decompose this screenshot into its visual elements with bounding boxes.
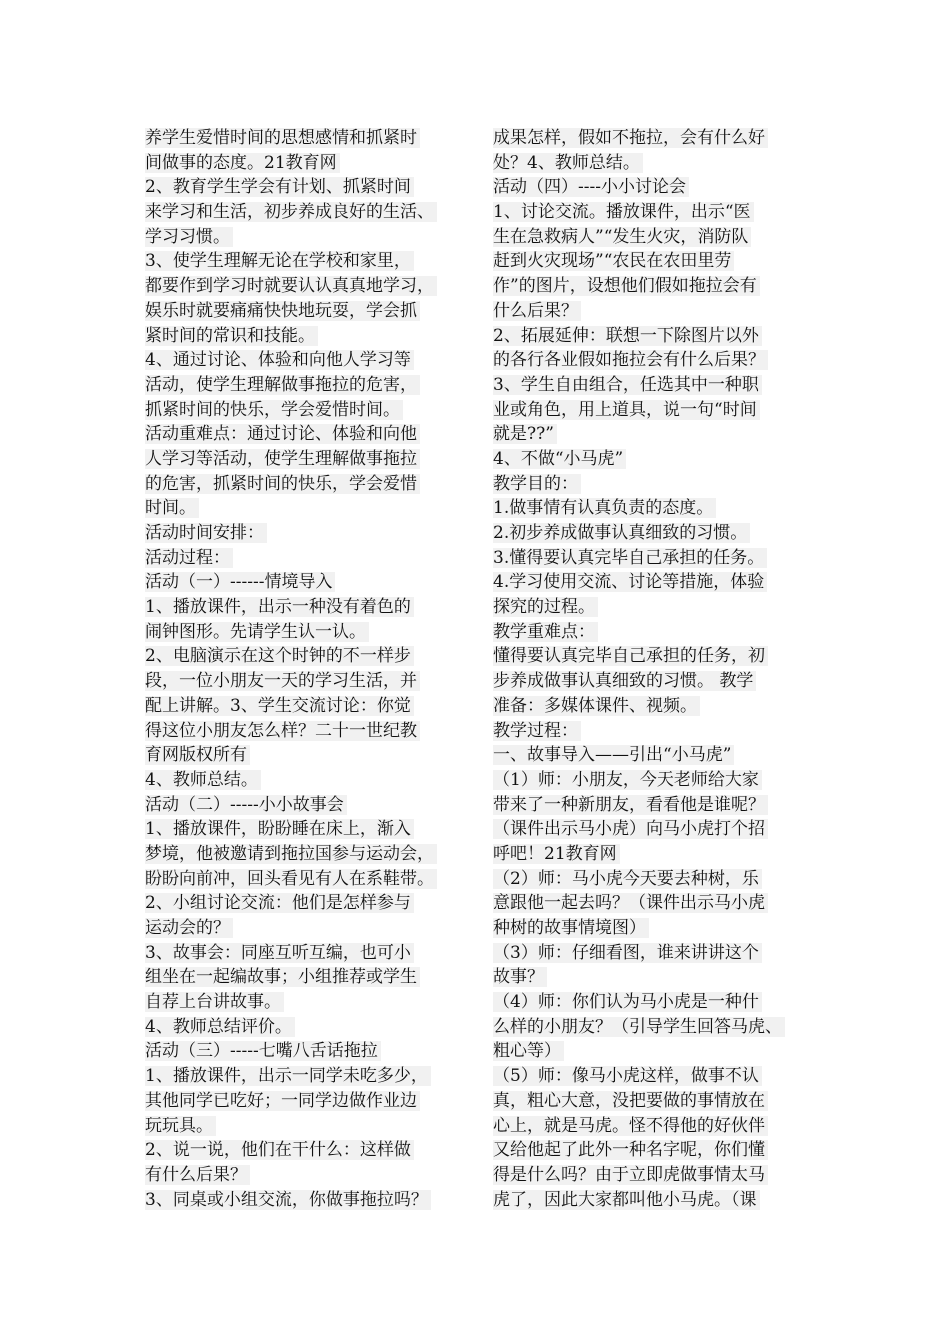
text-line-content: 3、学生自由组合，任选其中一种职 bbox=[493, 375, 762, 395]
text-line bbox=[145, 620, 490, 645]
text-line-content: 业或角色，用上道具，说一句“时间 bbox=[493, 400, 760, 420]
text-line-content: 活动（一）------情境导入 bbox=[145, 572, 335, 592]
text-line bbox=[493, 669, 838, 694]
text-line-content: 2、拓展延伸：联想一下除图片以外 bbox=[493, 326, 762, 346]
text-line bbox=[145, 965, 490, 990]
text-line-content: 间做事的态度。21教育网 bbox=[145, 153, 340, 173]
text-line bbox=[145, 1064, 490, 1089]
text-line bbox=[145, 1138, 490, 1163]
text-line bbox=[145, 1089, 490, 1114]
text-line bbox=[145, 595, 490, 620]
text-line-content: 的各行各业假如拖拉会有什么后果？ bbox=[493, 350, 768, 370]
text-line bbox=[145, 274, 490, 299]
text-line bbox=[493, 891, 838, 916]
text-line bbox=[145, 669, 490, 694]
text-line-content: 来学习和生活，初步养成良好的生活、 bbox=[145, 202, 437, 222]
text-line bbox=[145, 126, 490, 151]
text-line bbox=[145, 546, 490, 571]
text-line-content: 盼盼向前冲，回头看见有人在系鞋带。 bbox=[145, 869, 437, 889]
text-line-content: 自荐上台讲故事。 bbox=[145, 992, 284, 1012]
text-line bbox=[145, 817, 490, 842]
text-line-content: 都要作到学习时就要认认真真地学习， bbox=[145, 276, 437, 296]
text-line-content: 2、小组讨论交流：他们是怎样参与 bbox=[145, 893, 414, 913]
text-line-content: 活动时间安排： bbox=[145, 523, 267, 543]
text-line bbox=[145, 249, 490, 274]
text-line-content: 教学过程： bbox=[493, 721, 581, 741]
text-line bbox=[493, 1039, 838, 1064]
text-line-content: 4、教师总结评价。 bbox=[145, 1017, 295, 1037]
text-line-content: 活动过程： bbox=[145, 548, 233, 568]
text-line-content: 1.做事情有认真负责的态度。 bbox=[493, 498, 716, 518]
text-line bbox=[493, 1163, 838, 1188]
text-line-content: 得是什么吗？由于立即虎做事情太马 bbox=[493, 1165, 768, 1185]
text-line bbox=[493, 472, 838, 497]
text-line-content: 活动（三）-----七嘴八舌话拖拉 bbox=[145, 1041, 381, 1061]
text-line bbox=[145, 1039, 490, 1064]
text-line-content: 玩玩具。 bbox=[145, 1116, 216, 1136]
text-line bbox=[145, 743, 490, 768]
text-line-content: 3、故事会：同座互听互编，也可小 bbox=[145, 943, 414, 963]
text-line-content: 3.懂得要认真完毕自己承担的任务。 bbox=[493, 548, 767, 568]
text-line bbox=[145, 324, 490, 349]
text-line-content: 得这位小朋友怎么样？二十一世纪教 bbox=[145, 721, 420, 741]
text-line bbox=[493, 175, 838, 200]
text-line bbox=[145, 496, 490, 521]
text-line-content: 虎了，因此大家都叫他小马虎。（课 bbox=[493, 1190, 760, 1210]
text-line bbox=[493, 867, 838, 892]
text-line bbox=[493, 1064, 838, 1089]
text-line-content: 活动（四）----小小讨论会 bbox=[493, 177, 689, 197]
text-line bbox=[493, 422, 838, 447]
text-line-content: 人学习等活动，使学生理解做事拖拉 bbox=[145, 449, 420, 469]
text-line bbox=[493, 793, 838, 818]
text-line bbox=[493, 447, 838, 472]
text-line-content: 粗心等） bbox=[493, 1041, 564, 1061]
text-line-content: （2）师：马小虎今天要去种树，乐 bbox=[493, 869, 762, 889]
text-line bbox=[145, 842, 490, 867]
text-line-content: （1）师：小朋友，今天老师给大家 bbox=[493, 770, 762, 790]
text-line bbox=[145, 719, 490, 744]
text-line bbox=[145, 398, 490, 423]
text-line bbox=[145, 1114, 490, 1139]
text-line bbox=[493, 694, 838, 719]
text-line bbox=[493, 1089, 838, 1114]
text-line-content: 配上讲解。3、学生交流讨论：你觉 bbox=[145, 696, 414, 716]
text-line bbox=[493, 546, 838, 571]
text-line bbox=[493, 595, 838, 620]
text-line bbox=[493, 348, 838, 373]
text-line bbox=[145, 472, 490, 497]
text-line-content: 步养成做事认真细致的习惯。 教学 bbox=[493, 671, 756, 691]
text-line bbox=[493, 249, 838, 274]
text-line-content: 1、讨论交流。播放课件，出示“医 bbox=[493, 202, 754, 222]
text-line bbox=[145, 422, 490, 447]
text-line bbox=[145, 299, 490, 324]
text-line-content: 养学生爱惜时间的思想感情和抓紧时 bbox=[145, 128, 420, 148]
text-line-content: 的危害，抓紧时间的快乐，学会爱惜 bbox=[145, 474, 420, 494]
left-column bbox=[145, 126, 490, 1212]
text-line bbox=[145, 941, 490, 966]
text-line-content: 生在急救病人”“发生火灾，消防队 bbox=[493, 227, 751, 247]
text-line-content: 学习习惯。 bbox=[145, 227, 233, 247]
text-line-content: 有什么后果？ bbox=[145, 1165, 250, 1185]
text-line bbox=[145, 793, 490, 818]
text-line bbox=[493, 373, 838, 398]
text-line bbox=[493, 768, 838, 793]
text-line bbox=[493, 620, 838, 645]
text-line-content: 4.学习使用交流、讨论等措施，体验 bbox=[493, 572, 767, 592]
text-line bbox=[145, 175, 490, 200]
text-line bbox=[145, 990, 490, 1015]
text-line bbox=[493, 941, 838, 966]
text-line-content: 活动，使学生理解做事拖拉的危害， bbox=[145, 375, 420, 395]
text-line-content: 4、通过讨论、体验和向他人学习等 bbox=[145, 350, 414, 370]
text-line bbox=[145, 348, 490, 373]
text-line bbox=[493, 743, 838, 768]
text-line bbox=[493, 324, 838, 349]
text-line bbox=[493, 521, 838, 546]
text-line-content: 娱乐时就要痛痛快快地玩耍，学会抓 bbox=[145, 301, 420, 321]
text-line-content: 抓紧时间的快乐，学会爱惜时间。 bbox=[145, 400, 403, 420]
text-line-content: 4、不做“小马虎” bbox=[493, 449, 626, 469]
text-line-content: 种树的故事情境图） bbox=[493, 918, 649, 938]
text-line-content: 教学重难点： bbox=[493, 622, 598, 642]
text-line-content: 闹钟图形。先请学生认一认。 bbox=[145, 622, 369, 642]
text-line bbox=[145, 225, 490, 250]
text-line bbox=[145, 644, 490, 669]
text-line-content: 梦境，他被邀请到拖拉国参与运动会， bbox=[145, 844, 437, 864]
text-line-content: 1、播放课件，盼盼睡在床上，渐入 bbox=[145, 819, 414, 839]
text-line-content: 2、教育学生学会有计划、抓紧时间 bbox=[145, 177, 414, 197]
text-line-content: 运动会的？ bbox=[145, 918, 233, 938]
text-line bbox=[145, 1163, 490, 1188]
text-line bbox=[493, 1114, 838, 1139]
text-line bbox=[493, 299, 838, 324]
text-line bbox=[493, 200, 838, 225]
text-line-content: 育网版权所有 bbox=[145, 745, 250, 765]
text-line bbox=[493, 842, 838, 867]
text-line-content: 真，粗心大意，没把要做的事情放在 bbox=[493, 1091, 768, 1111]
text-line-content: 紧时间的常识和技能。 bbox=[145, 326, 318, 346]
text-line-content: 成果怎样，假如不拖拉，会有什么好 bbox=[493, 128, 768, 148]
text-line-content: 处？4、教师总结。 bbox=[493, 153, 643, 173]
text-line-content: 4、教师总结。 bbox=[145, 770, 261, 790]
text-line-content: 一、故事导入——引出“小马虎” bbox=[493, 745, 734, 765]
text-line bbox=[493, 570, 838, 595]
text-line bbox=[493, 990, 838, 1015]
text-line-content: 2.初步养成做事认真细致的习惯。 bbox=[493, 523, 750, 543]
text-line bbox=[493, 225, 838, 250]
text-line-content: 3、使学生理解无论在学校和家里， bbox=[145, 251, 414, 271]
text-line-content: （4）师：你们认为马小虎是一种什 bbox=[493, 992, 762, 1012]
text-line bbox=[493, 965, 838, 990]
text-line bbox=[493, 916, 838, 941]
text-line bbox=[145, 768, 490, 793]
text-line-content: 意跟他一起去吗？（课件出示马小虎 bbox=[493, 893, 768, 913]
text-line bbox=[493, 274, 838, 299]
text-line-content: 作”的图片，设想他们假如拖拉会有 bbox=[493, 276, 760, 296]
text-line-content: （3）师：仔细看图，谁来讲讲这个 bbox=[493, 943, 762, 963]
text-line bbox=[145, 151, 490, 176]
text-line-content: 准备：多媒体课件、视频。 bbox=[493, 696, 700, 716]
text-line bbox=[493, 496, 838, 521]
text-line-content: 时间。 bbox=[145, 498, 199, 518]
text-line-content: （课件出示马小虎）向马小虎打个招 bbox=[493, 819, 768, 839]
text-line bbox=[493, 1138, 838, 1163]
text-line bbox=[145, 1015, 490, 1040]
right-column bbox=[493, 126, 838, 1212]
text-line bbox=[145, 373, 490, 398]
text-line bbox=[145, 867, 490, 892]
text-line-content: 又给他起了此外一种名字呢，你们懂 bbox=[493, 1140, 768, 1160]
text-line-content: 故事？ bbox=[493, 967, 547, 987]
text-line bbox=[145, 1188, 490, 1213]
text-line bbox=[145, 521, 490, 546]
text-line bbox=[493, 1015, 838, 1040]
text-line-content: 什么后果？ bbox=[493, 301, 581, 321]
text-line-content: 2、电脑演示在这个时钟的不一样步 bbox=[145, 646, 414, 666]
text-line-content: 就是??” bbox=[493, 424, 557, 444]
text-line bbox=[145, 694, 490, 719]
text-line bbox=[493, 151, 838, 176]
text-line-content: 2、说一说，他们在干什么：这样做 bbox=[145, 1140, 414, 1160]
text-line-content: 组坐在一起编故事；小组推荐或学生 bbox=[145, 967, 420, 987]
text-line-content: 心上，就是马虎。怪不得他的好伙伴 bbox=[493, 1116, 768, 1136]
text-line bbox=[493, 817, 838, 842]
text-line-content: 其他同学已吃好；一同学边做作业边 bbox=[145, 1091, 420, 1111]
text-line-content: 呼吧！21教育网 bbox=[493, 844, 620, 864]
text-line-content: 带来了一种新朋友，看看他是谁呢？ bbox=[493, 795, 768, 815]
text-line bbox=[493, 398, 838, 423]
text-line-content: 活动（二）-----小小故事会 bbox=[145, 795, 347, 815]
text-line-content: 赶到火灾现场”“农民在农田里劳 bbox=[493, 251, 734, 271]
text-line-content: 活动重难点：通过讨论、体验和向他 bbox=[145, 424, 420, 444]
text-line bbox=[145, 916, 490, 941]
text-line bbox=[493, 126, 838, 151]
text-line bbox=[493, 644, 838, 669]
text-line-content: （5）师：像马小虎这样，做事不认 bbox=[493, 1066, 762, 1086]
text-line bbox=[145, 570, 490, 595]
text-line bbox=[145, 200, 490, 225]
text-line bbox=[145, 891, 490, 916]
text-line bbox=[493, 1188, 838, 1213]
text-line-content: 探究的过程。 bbox=[493, 597, 598, 617]
text-line-content: 段，一位小朋友一天的学习生活，并 bbox=[145, 671, 420, 691]
text-line-content: 懂得要认真完毕自己承担的任务，初 bbox=[493, 646, 768, 666]
text-line-content: 1、播放课件，出示一同学未吃多少， bbox=[145, 1066, 431, 1086]
text-line-content: 3、同桌或小组交流，你做事拖拉吗？ bbox=[145, 1190, 431, 1210]
text-line bbox=[145, 447, 490, 472]
text-line-content: 1、播放课件，出示一种没有着色的 bbox=[145, 597, 414, 617]
text-line-content: 教学目的： bbox=[493, 474, 581, 494]
text-line-content: 么样的小朋友？（引导学生回答马虎、 bbox=[493, 1017, 785, 1037]
text-line bbox=[493, 719, 838, 744]
